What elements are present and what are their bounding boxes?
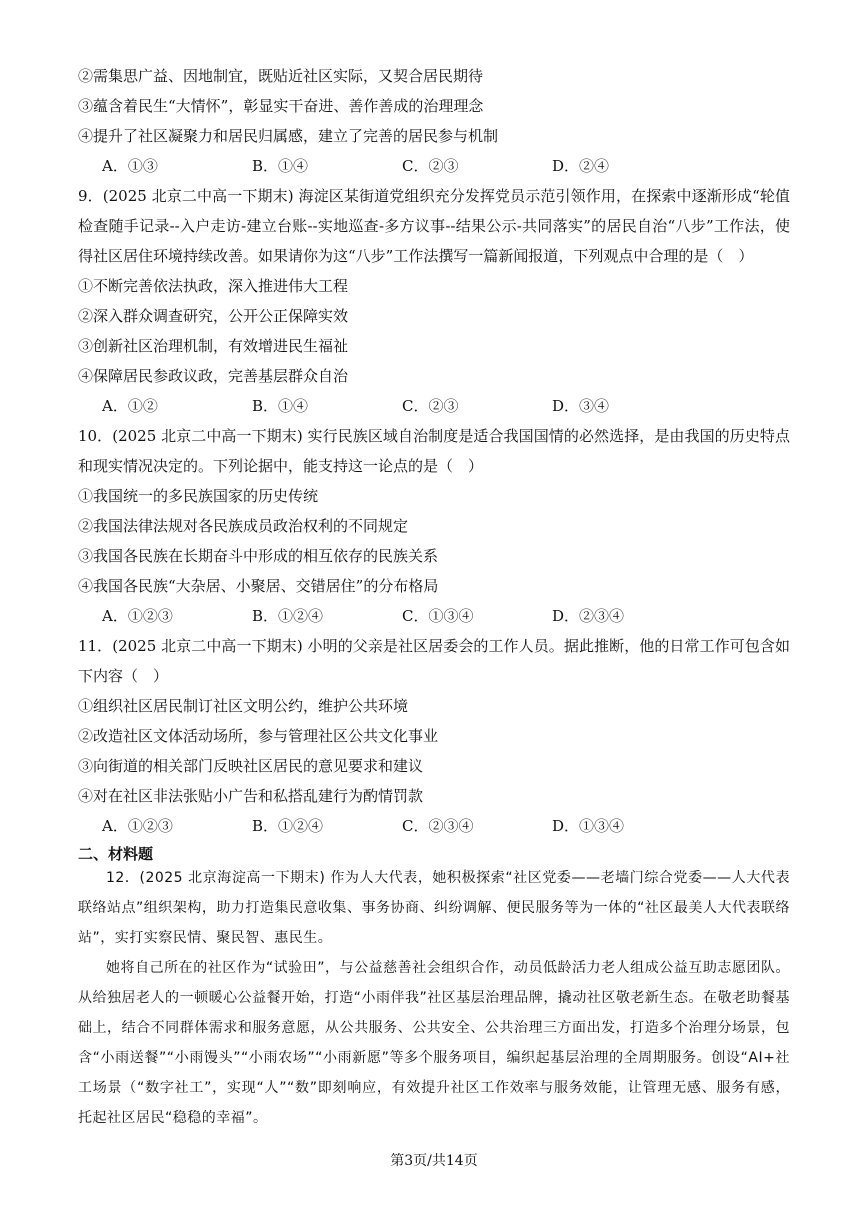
q11-options [102,816,702,836]
q8-options [102,156,702,176]
q8-option-a: A．①③ [102,157,158,175]
q9-option-a: A．①② [102,397,158,415]
q10-statement-2: ②我国法律法规对各民族成员政治权利的不同规定 [78,517,409,535]
q11-statement-2: ②改造社区文体活动场所，参与管理社区公共文化事业 [78,727,439,745]
q8-statement-2: ②需集思广益、因地制宜，既贴近社区实际，又契合居民期待 [78,67,484,85]
q11-statement-1: ①组织社区居民制订社区文明公约，维护公共环境 [78,697,409,715]
q8-option-d: D．②④ [552,157,610,175]
q11-option-a: A．①②③ [102,817,173,835]
q8-statement-3: ③蕴含着民生“大情怀”，彰显实干奋进、善作善成的治理理念 [78,97,484,115]
q9-statement-1: ①不断完善依法执政，深入推进伟大工程 [78,277,349,295]
q12-paragraph-2: 她将自己所在的社区作为“试验田”，与公益慈善社会组织合作，动员低龄活力老人组成公益互助志愿团队。从给独居老人的一顿暖心公益餐开始，打造“小雨伴我”社区基层治理品牌，撬动社区敬老新生态。在敬老助餐基础上，结合不同群体需求和服务意愿，从公共服务、公共安全、公共治理三方面出发，打造多个治理分场景，包含“小雨送餐”“小雨馒头”“小雨农场”“小雨新愿”等多个服务项目，编织起基层治理的全周期服务。创设“AI+社工场景（“数字社工”，实现“人”“数”即刻响应，有效提升社区工作效率与服务效能，让管理无感、服务有感，托起社区居民“稳稳的幸福”。 [78,960,790,1126]
q10-option-a: A．①②③ [102,607,173,625]
q9-option-d: D．③④ [552,397,610,415]
q9-statement-2: ②深入群众调查研究，公开公正保障实效 [78,307,349,325]
q9-option-c: C．②③ [402,397,459,415]
q8-statement-4: ④提升了社区凝聚力和居民归属感，建立了完善的居民参与机制 [78,127,499,145]
q10-option-b: B．①②④ [252,607,324,625]
q12-paragraph-1: 12．(2025 北京海淀高一下期末) 作为人大代表，她积极探索“社区党委——老墙门综合党委——人大代表联络站点”组织架构，助力打造集民意收集、事务协商、纠纷调解、便民服务等为一体的“社区最美人大代表联络站”，实打实察民情、聚民智、惠民生。 [78,870,790,946]
q10-statement-3: ③我国各民族在长期奋斗中形成的相互依存的民族关系 [78,547,439,565]
q11-stem: 11．(2025 北京二中高一下期末) 小明的父亲是社区居委会的工作人员。据此推断，他的日常工作可包含如下内容（ ） [78,637,790,685]
q10-option-c: C．①③④ [402,607,474,625]
q8-option-b: B．①④ [252,157,309,175]
q9-options [102,396,702,416]
q11-statement-3: ③向街道的相关部门反映社区居民的意见要求和建议 [78,757,424,775]
q9-statement-3: ③创新社区治理机制，有效增进民生福祉 [78,337,349,355]
q11-option-b: B．①②④ [252,817,324,835]
section-heading: 二、材料题 [78,845,154,863]
q10-options [102,606,702,626]
q10-statement-1: ①我国统一的多民族国家的历史传统 [78,487,319,505]
q10-option-d: D．②③④ [552,607,625,625]
q9-stem: 9．(2025 北京二中高一下期末) 海淀区某街道党组织充分发挥党员示范引领作用，在探索中逐渐形成“轮值检查随手记录--入户走访-建立台账--实地巡查-多方议事--结果公示-共同落实”的居民自治“八步”工作法，使得社区居住环境持续改善。如果请你为这“八步”工作法撰写一篇新闻报道，下列观点中合理的是（ ） [78,187,790,265]
q12-material [78,863,790,1133]
q11-option-d: D．①③④ [552,817,625,835]
q9-option-b: B．①④ [252,397,309,415]
q9-statement-4: ④保障居民参政议政，完善基层群众自治 [78,367,349,385]
q11-option-c: C．②③④ [402,817,474,835]
page-number: 第3页/共14页 [390,1153,478,1169]
q10-statement-4: ④我国各民族“大杂居、小聚居、交错居住”的分布格局 [78,577,439,595]
q11-statement-4: ④对在社区非法张贴小广告和私搭乱建行为酌情罚款 [78,787,424,805]
q10-stem: 10．(2025 北京二中高一下期末) 实行民族区域自治制度是适合我国国情的必然选择，是由我国的历史特点和现实情况决定的。下列论据中，能支持这一论点的是（ ） [78,427,790,475]
q8-option-c: C．②③ [402,157,459,175]
